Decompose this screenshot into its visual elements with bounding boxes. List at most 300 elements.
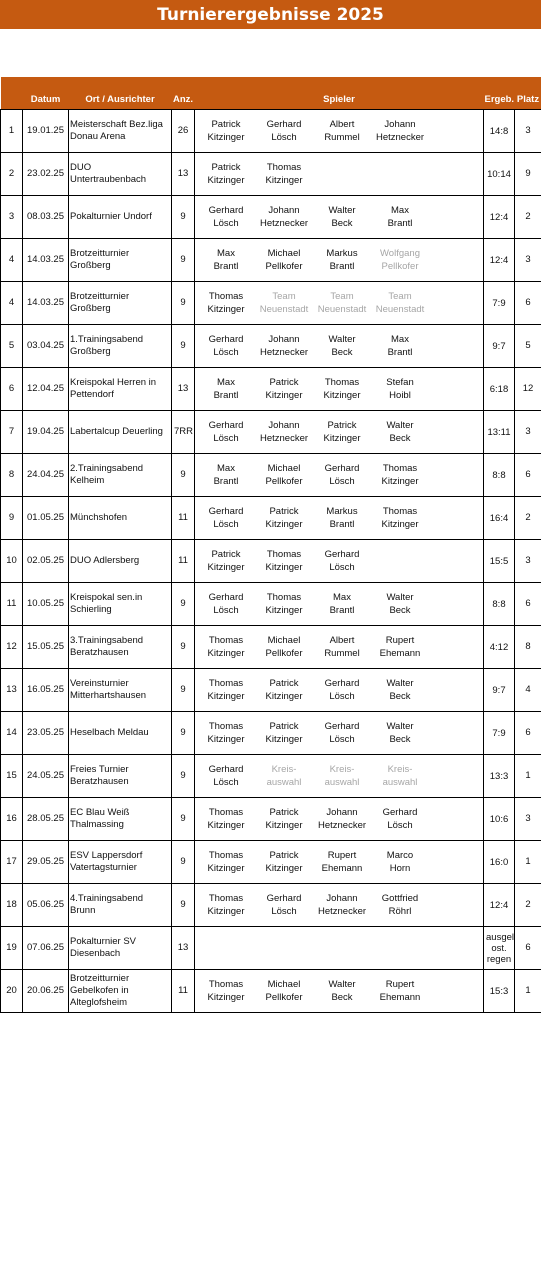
row-result: 16:0 — [484, 841, 515, 884]
row-rank: 2 — [515, 196, 541, 239]
table-row — [1, 196, 541, 239]
player-first-name: Thomas — [208, 807, 244, 818]
row-players — [195, 497, 484, 540]
table-row — [1, 497, 541, 540]
row-rank: 3 — [515, 798, 541, 841]
row-result: 15:3 — [484, 970, 515, 1013]
player-first-name: Stefan — [386, 377, 414, 388]
table-row — [1, 669, 541, 712]
player-name — [197, 161, 255, 187]
player-name — [313, 290, 371, 316]
player-name — [197, 505, 255, 531]
player-last-name: Kitzinger — [265, 863, 303, 874]
row-count: 13 — [172, 927, 195, 970]
player-last-name: Kitzinger — [265, 734, 303, 745]
header-ort: Ort / Ausrichter — [69, 77, 172, 110]
row-result: 8:8 — [484, 583, 515, 626]
player-last-name: Brantl — [387, 347, 413, 358]
player-last-name: Rummel — [324, 648, 360, 659]
row-number: 11 — [1, 583, 23, 626]
row-rank: 12 — [515, 368, 541, 411]
row-number: 4 — [1, 282, 23, 325]
player-first-name: Team — [330, 291, 354, 302]
table-row — [1, 325, 541, 368]
row-number: 8 — [1, 454, 23, 497]
player-name — [197, 247, 255, 273]
row-players — [195, 884, 484, 927]
row-number: 13 — [1, 669, 23, 712]
player-first-name: Gerhard — [324, 678, 360, 689]
player-last-name: Lösch — [213, 347, 239, 358]
player-first-name: Max — [217, 377, 235, 388]
row-rank: 4 — [515, 669, 541, 712]
row-players — [195, 282, 484, 325]
row-players — [195, 239, 484, 282]
row-result: 7:9 — [484, 282, 515, 325]
player-name — [313, 892, 371, 918]
row-location: Kreispokal Herren in Pettendorf — [69, 368, 172, 411]
header-row — [1, 77, 541, 110]
player-first-name: Patrick — [269, 850, 299, 861]
row-players — [195, 669, 484, 712]
row-location: Freies Turnier Beratzhausen — [69, 755, 172, 798]
row-count: 13 — [172, 153, 195, 196]
row-location: 2.Trainingsabend Kelheim — [69, 454, 172, 497]
results-table — [0, 77, 541, 1013]
player-name — [313, 849, 371, 875]
row-date: 24.04.25 — [23, 454, 69, 497]
player-name — [371, 591, 429, 617]
player-last-name: Brantl — [213, 261, 239, 272]
player-last-name: Kitzinger — [265, 605, 303, 616]
table-row — [1, 239, 541, 282]
player-name — [371, 118, 429, 144]
player-last-name: Hetznecker — [259, 433, 309, 444]
row-number: 4 — [1, 239, 23, 282]
player-first-name: Gerhard — [208, 506, 244, 517]
player-last-name: Ehemann — [321, 863, 363, 874]
player-name — [371, 720, 429, 746]
player-last-name: Lösch — [213, 605, 239, 616]
row-number: 6 — [1, 368, 23, 411]
player-last-name: Kitzinger — [207, 863, 245, 874]
player-name — [371, 978, 429, 1004]
row-date: 28.05.25 — [23, 798, 69, 841]
player-last-name: Lösch — [329, 691, 355, 702]
player-name — [197, 204, 255, 230]
player-name — [313, 591, 371, 617]
row-location: Labertalcup Deuerling — [69, 411, 172, 454]
row-date: 10.05.25 — [23, 583, 69, 626]
player-first-name: Team — [272, 291, 296, 302]
player-name — [371, 677, 429, 703]
player-name — [371, 892, 429, 918]
row-rank: 1 — [515, 841, 541, 884]
player-first-name: Walter — [328, 205, 356, 216]
player-name — [371, 247, 429, 273]
player-last-name: Hetznecker — [259, 218, 309, 229]
player-last-name: Horn — [389, 863, 411, 874]
row-count: 9 — [172, 841, 195, 884]
player-first-name: Thomas — [208, 979, 244, 990]
row-rank: 6 — [515, 927, 541, 970]
row-date: 05.06.25 — [23, 884, 69, 927]
row-players — [195, 755, 484, 798]
player-name — [371, 806, 429, 832]
row-count: 11 — [172, 540, 195, 583]
player-name — [197, 763, 255, 789]
player-first-name: Thomas — [208, 721, 244, 732]
player-last-name: Lösch — [271, 132, 297, 143]
row-rank: 8 — [515, 626, 541, 669]
row-players — [195, 712, 484, 755]
player-last-name: Kitzinger — [381, 519, 419, 530]
player-last-name: Hetznecker — [259, 347, 309, 358]
player-name — [255, 462, 313, 488]
header-spieler: Spieler — [195, 77, 484, 110]
row-location: Pokalturnier SV Diesenbach — [69, 927, 172, 970]
row-players — [195, 841, 484, 884]
player-last-name: Kitzinger — [207, 992, 245, 1003]
player-last-name: Lösch — [387, 820, 413, 831]
row-location: EC Blau Weiß Thalmassing — [69, 798, 172, 841]
player-last-name: auswahl — [324, 777, 360, 788]
player-last-name: Brantl — [213, 390, 239, 401]
row-date: 29.05.25 — [23, 841, 69, 884]
row-players — [195, 368, 484, 411]
player-last-name: Kitzinger — [207, 820, 245, 831]
row-rank: 6 — [515, 583, 541, 626]
row-location: Brotzeitturnier Großberg — [69, 282, 172, 325]
player-first-name: Albert — [329, 635, 355, 646]
player-last-name: Lösch — [213, 519, 239, 530]
table-row — [1, 153, 541, 196]
player-first-name: Walter — [328, 334, 356, 345]
player-first-name: Johann — [326, 893, 358, 904]
player-last-name: Kitzinger — [207, 304, 245, 315]
player-last-name: Kitzinger — [323, 390, 361, 401]
player-name — [255, 376, 313, 402]
row-rank: 6 — [515, 282, 541, 325]
player-last-name: Hetznecker — [317, 906, 367, 917]
player-name — [255, 720, 313, 746]
player-last-name: Kitzinger — [265, 390, 303, 401]
row-number: 3 — [1, 196, 23, 239]
player-name — [197, 118, 255, 144]
player-first-name: Johann — [326, 807, 358, 818]
row-result: 13:11 — [484, 411, 515, 454]
player-name — [313, 806, 371, 832]
row-date: 23.02.25 — [23, 153, 69, 196]
player-first-name: Thomas — [208, 893, 244, 904]
row-date: 15.05.25 — [23, 626, 69, 669]
row-result: 9:7 — [484, 669, 515, 712]
player-name — [371, 462, 429, 488]
player-first-name: Walter — [386, 721, 414, 732]
player-first-name: Rupert — [385, 635, 415, 646]
player-last-name: Brantl — [213, 476, 239, 487]
player-last-name: Beck — [331, 992, 353, 1003]
table-row — [1, 841, 541, 884]
player-name — [255, 161, 313, 187]
player-first-name: Thomas — [382, 463, 418, 474]
player-first-name: Thomas — [266, 162, 302, 173]
header-anz: Anz. — [172, 77, 195, 110]
row-location: 1.Trainingsabend Großberg — [69, 325, 172, 368]
player-name — [313, 118, 371, 144]
player-name — [197, 462, 255, 488]
player-last-name: Ehemann — [379, 992, 421, 1003]
row-result: 12:4 — [484, 196, 515, 239]
player-name — [313, 204, 371, 230]
row-count: 13 — [172, 368, 195, 411]
player-name — [313, 677, 371, 703]
player-first-name: Thomas — [324, 377, 360, 388]
player-first-name: Gerhard — [266, 893, 302, 904]
player-first-name: Rupert — [327, 850, 357, 861]
player-last-name: Beck — [331, 347, 353, 358]
player-name — [255, 763, 313, 789]
table-row — [1, 110, 541, 153]
player-last-name: Kitzinger — [381, 476, 419, 487]
row-location: Münchshofen — [69, 497, 172, 540]
row-players — [195, 454, 484, 497]
row-location: Vereinsturnier Mitterhartshausen — [69, 669, 172, 712]
player-name — [313, 978, 371, 1004]
player-name — [313, 505, 371, 531]
player-first-name: Michael — [267, 979, 301, 990]
row-location: Heselbach Meldau — [69, 712, 172, 755]
player-last-name: Brantl — [387, 218, 413, 229]
row-date: 19.01.25 — [23, 110, 69, 153]
player-first-name: Marco — [386, 850, 414, 861]
row-location: DUO Untertraubenbach — [69, 153, 172, 196]
player-name — [197, 376, 255, 402]
player-first-name: Thomas — [208, 635, 244, 646]
player-last-name: Lösch — [213, 218, 239, 229]
header-nr — [1, 77, 23, 110]
player-name — [371, 376, 429, 402]
row-rank: 1 — [515, 970, 541, 1013]
row-players — [195, 110, 484, 153]
row-players — [195, 798, 484, 841]
row-count: 9 — [172, 798, 195, 841]
row-number: 10 — [1, 540, 23, 583]
table-row — [1, 798, 541, 841]
row-result: 7:9 — [484, 712, 515, 755]
player-name — [371, 290, 429, 316]
player-first-name: Max — [217, 248, 235, 259]
row-count: 26 — [172, 110, 195, 153]
player-name — [255, 634, 313, 660]
player-last-name: Hetznecker — [375, 132, 425, 143]
row-result: 9:7 — [484, 325, 515, 368]
row-players — [195, 153, 484, 196]
player-name — [313, 247, 371, 273]
player-last-name: Beck — [331, 218, 353, 229]
player-name — [255, 204, 313, 230]
player-first-name: Max — [333, 592, 351, 603]
player-first-name: Johann — [268, 205, 300, 216]
player-last-name: Kitzinger — [207, 734, 245, 745]
player-first-name: Johann — [384, 119, 416, 130]
row-result: 4:12 — [484, 626, 515, 669]
row-number: 5 — [1, 325, 23, 368]
row-count: 11 — [172, 970, 195, 1013]
player-name — [255, 333, 313, 359]
player-last-name: Kitzinger — [265, 820, 303, 831]
row-rank: 9 — [515, 153, 541, 196]
table-row — [1, 368, 541, 411]
player-first-name: Patrick — [211, 162, 241, 173]
player-first-name: Walter — [328, 979, 356, 990]
row-number: 7 — [1, 411, 23, 454]
row-rank: 3 — [515, 110, 541, 153]
row-date: 12.04.25 — [23, 368, 69, 411]
player-last-name: Beck — [389, 734, 411, 745]
player-first-name: Gerhard — [208, 764, 244, 775]
row-players — [195, 540, 484, 583]
player-name — [197, 634, 255, 660]
table-row — [1, 970, 541, 1013]
player-first-name: Rupert — [385, 979, 415, 990]
row-result: 12:4 — [484, 239, 515, 282]
player-name — [255, 677, 313, 703]
player-name — [197, 720, 255, 746]
row-number: 20 — [1, 970, 23, 1013]
player-last-name: Lösch — [271, 906, 297, 917]
player-first-name: Kreis- — [271, 764, 297, 775]
player-last-name: Röhrl — [388, 906, 412, 917]
player-first-name: Gerhard — [324, 549, 360, 560]
player-last-name: Brantl — [329, 605, 355, 616]
player-last-name: Ehemann — [379, 648, 421, 659]
row-rank: 3 — [515, 239, 541, 282]
player-first-name: Patrick — [211, 119, 241, 130]
row-location: 3.Trainingsabend Beratzhausen — [69, 626, 172, 669]
player-name — [255, 118, 313, 144]
row-number: 19 — [1, 927, 23, 970]
table-row — [1, 583, 541, 626]
player-last-name: auswahl — [382, 777, 418, 788]
row-date: 16.05.25 — [23, 669, 69, 712]
player-first-name: Thomas — [208, 291, 244, 302]
player-last-name: Kitzinger — [265, 519, 303, 530]
player-first-name: Kreis- — [387, 764, 413, 775]
player-last-name: Lösch — [329, 476, 355, 487]
row-number: 9 — [1, 497, 23, 540]
player-last-name: Neuenstadt — [259, 304, 309, 315]
row-date: 07.06.25 — [23, 927, 69, 970]
player-first-name: Gerhard — [382, 807, 418, 818]
row-result: 15:5 — [484, 540, 515, 583]
player-last-name: Brantl — [329, 519, 355, 530]
row-number: 17 — [1, 841, 23, 884]
player-last-name: Beck — [389, 691, 411, 702]
row-count: 9 — [172, 454, 195, 497]
row-count: 9 — [172, 583, 195, 626]
row-players — [195, 196, 484, 239]
player-first-name: Albert — [329, 119, 355, 130]
player-last-name: Hoibl — [389, 390, 411, 401]
player-name — [255, 892, 313, 918]
row-rank: 1 — [515, 755, 541, 798]
row-count: 9 — [172, 325, 195, 368]
player-first-name: Thomas — [208, 678, 244, 689]
row-date: 03.04.25 — [23, 325, 69, 368]
row-date: 01.05.25 — [23, 497, 69, 540]
player-first-name: Wolfgang — [380, 248, 420, 259]
player-name — [255, 290, 313, 316]
row-date: 24.05.25 — [23, 755, 69, 798]
table-row — [1, 712, 541, 755]
row-count: 9 — [172, 755, 195, 798]
player-first-name: Thomas — [266, 549, 302, 560]
player-last-name: Rummel — [324, 132, 360, 143]
player-name — [197, 548, 255, 574]
player-name — [313, 419, 371, 445]
player-last-name: Lösch — [213, 777, 239, 788]
player-first-name: Michael — [267, 248, 301, 259]
player-name — [313, 462, 371, 488]
player-first-name: Gerhard — [324, 463, 360, 474]
player-name — [197, 290, 255, 316]
player-name — [371, 505, 429, 531]
player-first-name: Gerhard — [208, 592, 244, 603]
player-last-name: Kitzinger — [265, 175, 303, 186]
player-name — [197, 333, 255, 359]
row-rank: 6 — [515, 454, 541, 497]
player-name — [255, 806, 313, 832]
player-last-name: Pellkofer — [265, 476, 303, 487]
row-players — [195, 927, 484, 970]
player-name — [313, 333, 371, 359]
player-first-name: Gerhard — [208, 334, 244, 345]
results-body — [1, 110, 541, 1013]
player-name — [255, 505, 313, 531]
player-last-name: Beck — [389, 433, 411, 444]
player-first-name: Johann — [268, 334, 300, 345]
player-name — [255, 247, 313, 273]
player-last-name: Kitzinger — [323, 433, 361, 444]
player-first-name: Walter — [386, 420, 414, 431]
row-date: 23.05.25 — [23, 712, 69, 755]
row-date: 14.03.25 — [23, 239, 69, 282]
player-first-name: Gerhard — [208, 420, 244, 431]
player-name — [197, 677, 255, 703]
row-number: 1 — [1, 110, 23, 153]
player-last-name: Kitzinger — [265, 562, 303, 573]
player-first-name: Max — [391, 334, 409, 345]
row-result: 10:14 — [484, 153, 515, 196]
player-name — [197, 591, 255, 617]
row-result: 6:18 — [484, 368, 515, 411]
player-first-name: Gerhard — [208, 205, 244, 216]
row-result: 13:3 — [484, 755, 515, 798]
table-row — [1, 540, 541, 583]
row-rank: 2 — [515, 884, 541, 927]
table-row — [1, 884, 541, 927]
player-name — [371, 763, 429, 789]
player-last-name: Pellkofer — [265, 648, 303, 659]
player-last-name: Neuenstadt — [317, 304, 367, 315]
row-count: 9 — [172, 669, 195, 712]
player-first-name: Walter — [386, 592, 414, 603]
table-row — [1, 411, 541, 454]
table-row — [1, 927, 541, 970]
row-location: Pokalturnier Undorf — [69, 196, 172, 239]
player-name — [313, 634, 371, 660]
